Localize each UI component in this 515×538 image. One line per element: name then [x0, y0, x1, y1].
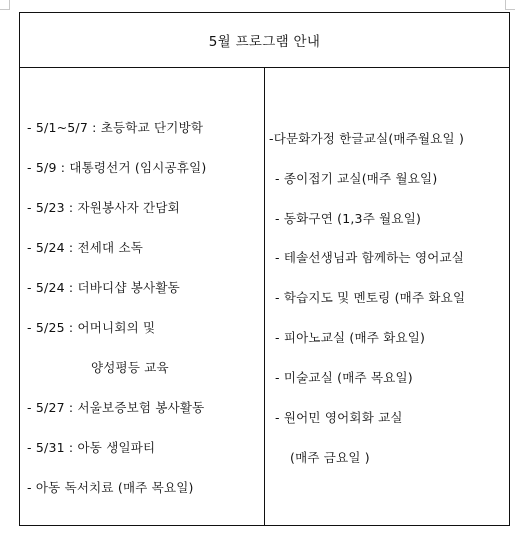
class-item: - 종이접기 교실(매주 월요일): [275, 171, 438, 186]
class-item: - 학습지도 및 멘토링 (매주 화요일: [275, 290, 466, 305]
schedule-item: - 5/23 : 자원봉사자 간담회: [27, 200, 180, 215]
column-divider: [264, 68, 265, 525]
class-item-continuation: (매주 금요일 ): [290, 450, 370, 465]
schedule-item: - 5/24 : 더바디샵 봉사활동: [27, 280, 180, 295]
page-corner-mark: [505, 9, 515, 10]
page-corner-mark: [505, 0, 506, 10]
class-item: - 테솔선생님과 함께하는 영어교실: [275, 250, 465, 265]
schedule-item: - 5/1~5/7 : 초등학교 단기방학: [27, 120, 204, 135]
schedule-item-continuation: 양성평등 교육: [91, 360, 169, 375]
class-item: - 피아노교실 (매주 화요일): [275, 330, 426, 345]
schedule-item: - 5/27 : 서울보증보험 봉사활동: [27, 400, 205, 415]
schedule-item: - 아동 독서치료 (매주 목요일): [27, 480, 194, 495]
schedule-item: - 5/9 : 대통령선거 (임시공휴일): [27, 160, 207, 175]
schedule-item: - 5/31 : 아동 생일파티: [27, 440, 156, 455]
schedule-item: - 5/24 : 전세대 소독: [27, 240, 144, 255]
class-item: - 미술교실 (매주 목요일): [275, 370, 413, 385]
class-item: - 원어민 영어회화 교실: [275, 410, 403, 425]
program-table: [19, 12, 510, 526]
class-item: - 동화구연 (1,3주 월요일): [275, 211, 422, 226]
class-item: -다문화가정 한글교실(매주월요일 ): [269, 131, 465, 146]
page-title: 5월 프로그램 안내: [20, 13, 509, 68]
page-corner-mark: [9, 0, 10, 10]
schedule-item: - 5/25 : 어머니회의 및: [27, 320, 156, 335]
